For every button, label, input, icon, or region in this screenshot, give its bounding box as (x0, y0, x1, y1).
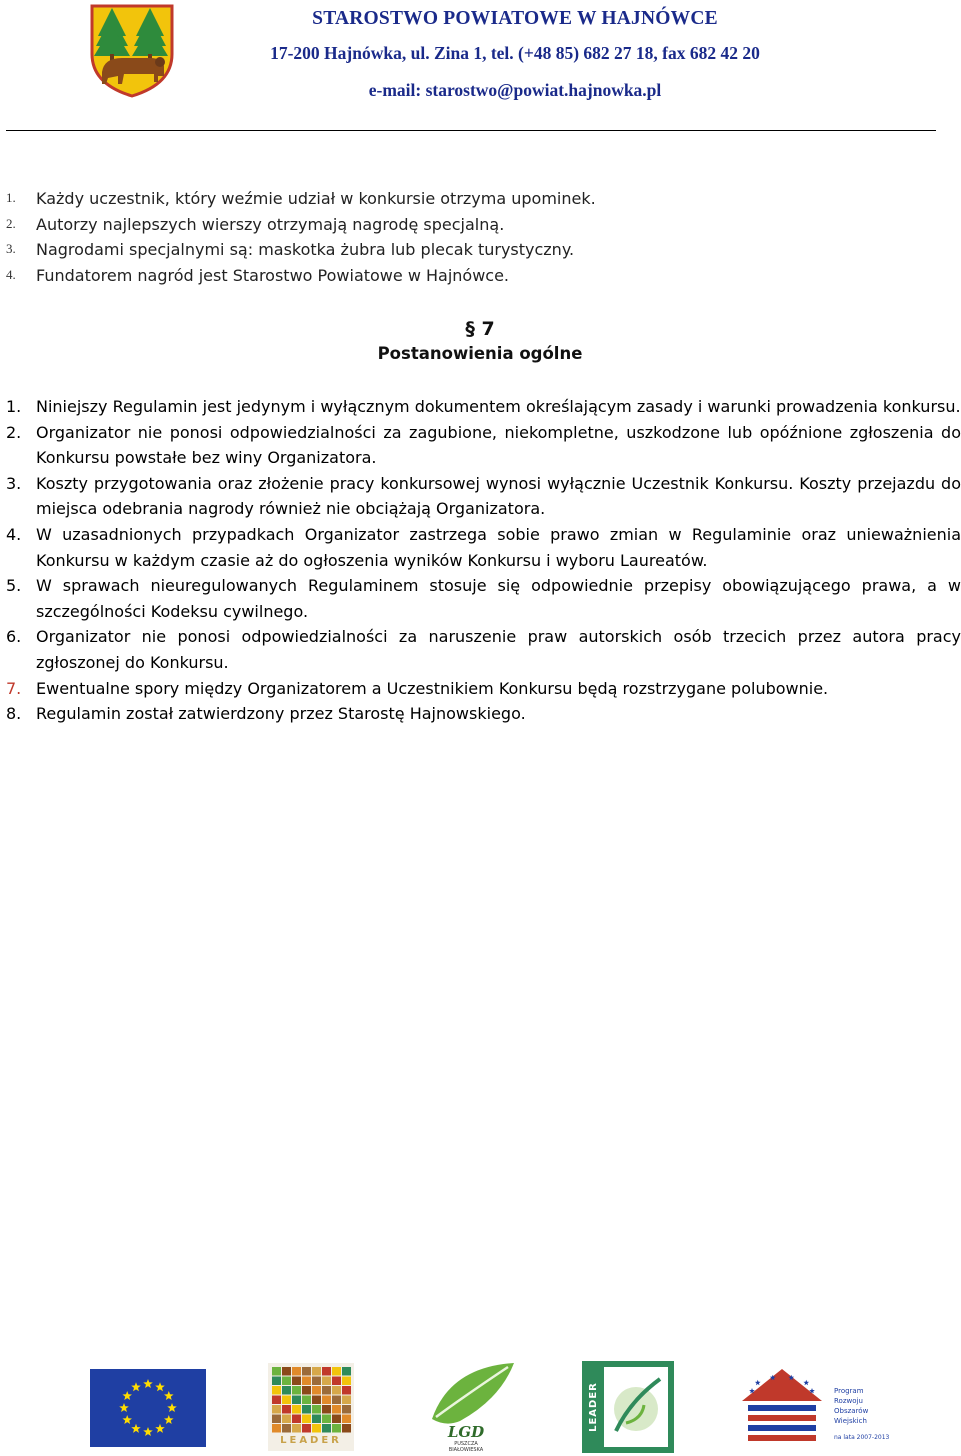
prow-star-icon (803, 1380, 809, 1385)
item-number: 7. (6, 678, 22, 698)
mosaic-tile (342, 1424, 351, 1433)
mosaic-tile (332, 1415, 341, 1424)
item-number: 4. (6, 524, 22, 544)
letterhead (0, 0, 960, 140)
institution-name: STAROSTWO POWIATOWE W HAJNÓWCE (312, 8, 718, 29)
item-number: 5. (6, 576, 22, 596)
mosaic-tile (312, 1396, 321, 1405)
mosaic-tile (332, 1386, 341, 1395)
mosaic-tile (332, 1377, 341, 1386)
list-item (0, 471, 960, 522)
item-text: Nagrodami specjalnymi są: maskotka żubra lub plecak turystyczny. (36, 240, 575, 259)
mosaic-tile (332, 1396, 341, 1405)
item-number: 1. (6, 397, 22, 416)
mosaic-tile (302, 1396, 311, 1405)
item-text: Organizator nie ponosi odpowiedzialności za naruszenie praw autorskich osób trzecich przez autora pracy zgłoszonej do Konkursu. (36, 627, 961, 672)
mosaic-tile (342, 1386, 351, 1395)
item-text: Niniejszy Regulamin jest jedynym i wyłącznym dokumentem określającym zasady i warunki prowadzenia konkursu. (36, 397, 961, 416)
mosaic-tile (342, 1367, 351, 1376)
mosaic-tile (342, 1405, 351, 1414)
mosaic-tile (282, 1377, 291, 1386)
leader-green-logo (582, 1361, 674, 1453)
mosaic-tile (292, 1386, 301, 1395)
list-item (0, 394, 960, 420)
item-number: 3. (6, 473, 22, 493)
mosaic-tile (322, 1415, 331, 1424)
leader-mosaic-logo (268, 1363, 354, 1451)
prow-star-icon (755, 1380, 761, 1385)
mosaic-tile (292, 1424, 301, 1433)
mosaic-tile (312, 1386, 321, 1395)
prow-line5: na lata 2007-2013 (834, 1434, 890, 1441)
general-provisions-list (0, 394, 960, 727)
mosaic-tile (302, 1367, 311, 1376)
lgd-leaf-logo (420, 1359, 520, 1453)
item-text: W uzasadnionych przypadkach Organizator zastrzega sobie prawo zmian w Regulaminie oraz unieważnienia Konkursu w każdym czasie aż do ogłoszenia wyników Konkursu i wyboru Laureatów. (36, 524, 961, 570)
item-text: Fundatorem nagród jest Starostwo Powiatowe w Hajnówce. (36, 265, 510, 285)
prow-line4: Wiejskich (834, 1417, 867, 1425)
mosaic-tile (282, 1405, 291, 1414)
mosaic-tile (332, 1424, 341, 1433)
mosaic-tile (312, 1377, 321, 1386)
mosaic-tile (282, 1386, 291, 1395)
mosaic-tile (312, 1405, 321, 1414)
item-text: Ewentualne spory między Organizatorem a Uczestnikiem Konkursu będą rozstrzygane polubownie. (36, 678, 829, 698)
mosaic-tile (272, 1386, 281, 1395)
mosaic-tile (342, 1396, 351, 1405)
lgd-sub2: BIAŁOWIESKA (448, 1447, 484, 1453)
mosaic-tile (322, 1386, 331, 1395)
header-divider (6, 130, 936, 131)
item-number: 2. (6, 422, 22, 442)
mosaic-tile (282, 1396, 291, 1405)
item-text: Autorzy najlepszych wierszy otrzymają nagrodę specjalną. (36, 214, 505, 234)
mosaic-tile (322, 1396, 331, 1405)
list-item (0, 624, 960, 675)
mosaic-tile (292, 1396, 301, 1405)
mosaic-tile (322, 1367, 331, 1376)
item-text: Regulamin został zatwierdzony przez Starostę Hajnowskiego. (36, 704, 526, 724)
mosaic-tile (272, 1405, 281, 1414)
mosaic-tile (332, 1405, 341, 1414)
lgd-text: LGD (447, 1423, 485, 1441)
mosaic-tile (322, 1377, 331, 1386)
mosaic-tile (302, 1415, 311, 1424)
mosaic-tile (292, 1415, 301, 1424)
mosaic-tile (282, 1367, 291, 1376)
mosaic-tile (272, 1415, 281, 1424)
item-number: 3. (6, 241, 16, 256)
list-item (0, 573, 960, 624)
mosaic-tile (272, 1367, 281, 1376)
coat-of-arms-icon (88, 2, 176, 98)
prow-line2: Rozwoju (834, 1397, 863, 1405)
mosaic-tile (282, 1415, 291, 1424)
mosaic-tile (312, 1424, 321, 1433)
mosaic-tile (282, 1424, 291, 1433)
lgd-sub1: PUSZCZA (454, 1441, 478, 1447)
mosaic-tile (292, 1367, 301, 1376)
mosaic-tile (342, 1377, 351, 1386)
mosaic-tile (312, 1367, 321, 1376)
mosaic-tile (272, 1396, 281, 1405)
mosaic-tile (302, 1424, 311, 1433)
mosaic-tile (292, 1405, 301, 1414)
item-number: 1. (6, 190, 16, 205)
mosaic-tile (302, 1386, 311, 1395)
item-text: Organizator nie ponosi odpowiedzialności za zagubione, niekompletne, uszkodzone lub opóźnione zgłoszenia do Konkursu powstałe bez winy Organizatora. (36, 422, 961, 468)
mosaic-tile (332, 1367, 341, 1376)
mosaic-tile (322, 1405, 331, 1414)
list-item (0, 420, 960, 471)
leader-vertical-text: LEADER (588, 1382, 599, 1432)
leader-mosaic-text: LEADER (280, 1435, 342, 1446)
mosaic-tile (322, 1424, 331, 1433)
list-item (0, 676, 960, 702)
mosaic-tile (312, 1415, 321, 1424)
item-number: 4. (6, 266, 16, 282)
item-text: Koszty przygotowania oraz złożenie pracy konkursowej wynosi wyłącznie Uczestnik Konkursu. Koszty przejazdu do miejsca odebrania nagrody również nie obciążają Organizatora. (36, 473, 961, 519)
item-text: Każdy uczestnik, który weźmie udział w konkursie otrzyma upominek. (36, 189, 596, 208)
prow-line3: Obszarów (834, 1407, 869, 1415)
section-title: Postanowienia ogólne (377, 344, 583, 363)
prow-line1: Program (834, 1387, 864, 1395)
mosaic-tile (292, 1377, 301, 1386)
mosaic-tile (272, 1424, 281, 1433)
institution-email: e-mail: starostwo@powiat.hajnowka.pl (368, 80, 662, 100)
item-text: W sprawach nieuregulowanych Regulaminem stosuje się odpowiednie przepisy obowiązującego prawa, a w szczególności Kodeksu cywilnego. (36, 576, 961, 621)
institution-address: 17-200 Hajnówka, ul. Zina 1, tel. (+48 85) 682 27 18, fax 682 42 20 (270, 43, 760, 63)
item-number: 6. (6, 627, 22, 647)
funding-logos (0, 1355, 960, 1456)
section-number: § 7 (465, 318, 495, 340)
list-item (0, 522, 960, 573)
prow-logo (738, 1361, 890, 1453)
item-number: 2. (6, 215, 16, 231)
mosaic-tile (302, 1405, 311, 1414)
list-item (0, 701, 960, 727)
mosaic-tile (342, 1415, 351, 1424)
mosaic-tile (272, 1377, 281, 1386)
item-number: 8. (6, 704, 22, 724)
mosaic-tile (302, 1377, 311, 1386)
eu-flag-icon (90, 1369, 206, 1447)
